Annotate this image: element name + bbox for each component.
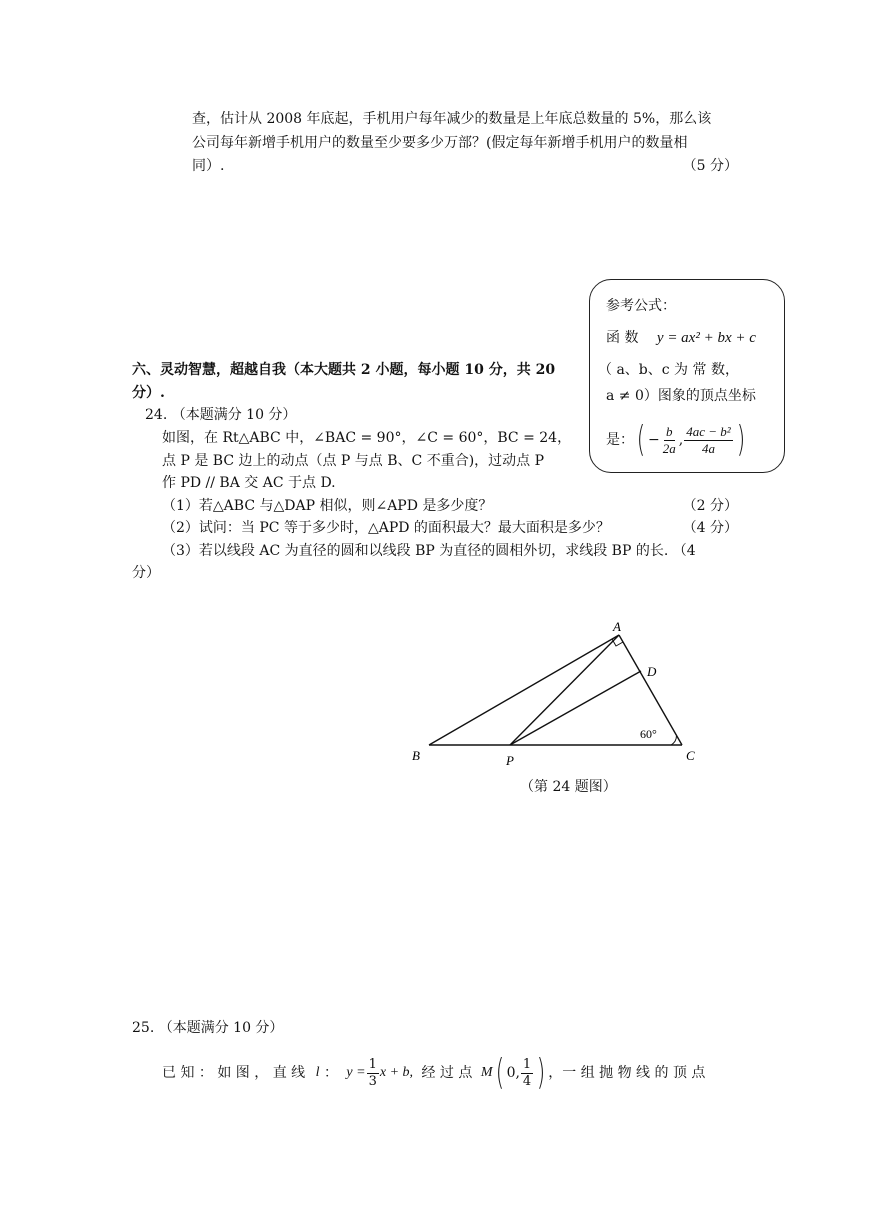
q23-line-2: 公司每年新增手机用户的数量至少要多少万部？(假定每年新增手机用户的数量相 xyxy=(192,135,688,151)
label-B: B xyxy=(412,748,420,763)
section-6-heading-line-2: 分）. xyxy=(132,385,165,401)
q24-part-2: （2）试问：当 PC 等于多少时，△APD 的面积最大？最大面积是多少？ xyxy=(162,520,610,536)
vertex-x-fraction: $\frac{b}{2a}$ xyxy=(662,423,676,456)
q24-stem-line-1: 如图，在 Rt△ABC 中，∠BAC = 90°，∠C = 60°，BC = 24， xyxy=(162,430,572,446)
q23-line-3: 同）. xyxy=(192,158,225,174)
figure-24-caption: （第 24 题图） xyxy=(520,779,617,795)
angle-label-60: 60° xyxy=(640,727,657,741)
q23-score: （5 分） xyxy=(682,158,738,174)
label-A: A xyxy=(613,619,621,634)
q24-stem-line-2: 点 P 是 BC 边上的动点（点 P 与点 B、C 不重合)，过动点 P xyxy=(162,453,545,469)
q25-line-name: l xyxy=(315,1065,320,1080)
reference-formula-box xyxy=(589,279,785,473)
q24-part-3-continued: 分） xyxy=(132,565,160,581)
q23-line-1: 查，估计从 2008 年底起，手机用户每年减少的数量是上年底总数量的 5%，那么该 xyxy=(192,111,712,127)
label-P: P xyxy=(506,753,514,768)
q25-stem-line-1 xyxy=(162,1052,706,1093)
vertex-y-fraction: $\frac{\text{4ac − b²}}{4a}$ xyxy=(686,423,731,456)
q24-header: 24. （本题满分 10 分） xyxy=(145,407,297,423)
label-C: C xyxy=(686,748,695,763)
ref-line-function xyxy=(606,328,756,348)
angle-arc-C xyxy=(671,736,677,746)
q25-point-x: 0, xyxy=(506,1065,520,1081)
ref-vertex-label: 是： xyxy=(606,432,634,448)
q25-eq-y: y = xyxy=(346,1065,366,1080)
q25-eq-rest: x + b, xyxy=(379,1065,414,1080)
ref-title: 参考公式： xyxy=(606,298,676,314)
figure-24 xyxy=(400,610,720,800)
ref-line-vertex-formula: 是：( − $\frac{b}{2a}$ , $\frac{\text{4ac − b²}}{4a}$ ) xyxy=(606,419,745,460)
ref-line-constants: （ a、b、c 为 常 数， xyxy=(598,362,739,378)
q25-point-y-fraction: $\frac{1}{4}$ xyxy=(522,1056,532,1089)
q25-header: 25. （本题满分 10 分） xyxy=(132,1020,284,1036)
q24-part-2-score: （4 分） xyxy=(682,520,738,536)
q25-point-name: M xyxy=(480,1065,493,1080)
q24-stem-line-3: 作 PD // BA 交 AC 于点 D. xyxy=(162,475,336,491)
q25-colon: ： xyxy=(323,1065,338,1081)
right-paren: ) xyxy=(736,419,745,460)
segment-AB xyxy=(429,635,619,745)
q24-part-1: （1）若△ABC 与△DAP 相似，则∠APD 是多少度？ xyxy=(162,498,493,514)
segment-AP xyxy=(510,635,619,745)
q25-text-3: ，一 组 抛 物 线 的 顶 点 xyxy=(548,1065,706,1081)
q24-part-1-score: （2 分） xyxy=(682,498,738,514)
ref-line-vertex: a ≠ 0）图象的顶点坐标 xyxy=(606,388,756,404)
q25-text-1: 已 知 ： 如 图 ， 直 线 xyxy=(162,1065,306,1081)
segment-PD xyxy=(510,671,641,745)
q25-left-paren: ( xyxy=(495,1052,504,1093)
q25-text-2: 经 过 点 xyxy=(421,1065,473,1081)
section-6-heading-line-1: 六、灵动智慧，超越自我（本大题共 2 小题，每小题 10 分，共 20 xyxy=(132,362,556,378)
ref-function-label: 函 数 xyxy=(606,330,639,346)
label-D: D xyxy=(647,664,657,679)
q24-part-3: （3）若以线段 AC 为直径的圆和以线段 BP 为直径的圆相外切，求线段 BP 的长. （4 xyxy=(162,543,696,559)
q25-right-paren: ) xyxy=(537,1052,546,1093)
q25-slope-fraction: $\frac{1}{3}$ xyxy=(368,1056,377,1089)
left-paren: ( xyxy=(636,419,646,460)
ref-function-formula: y = ax² + bx + c xyxy=(656,330,756,346)
